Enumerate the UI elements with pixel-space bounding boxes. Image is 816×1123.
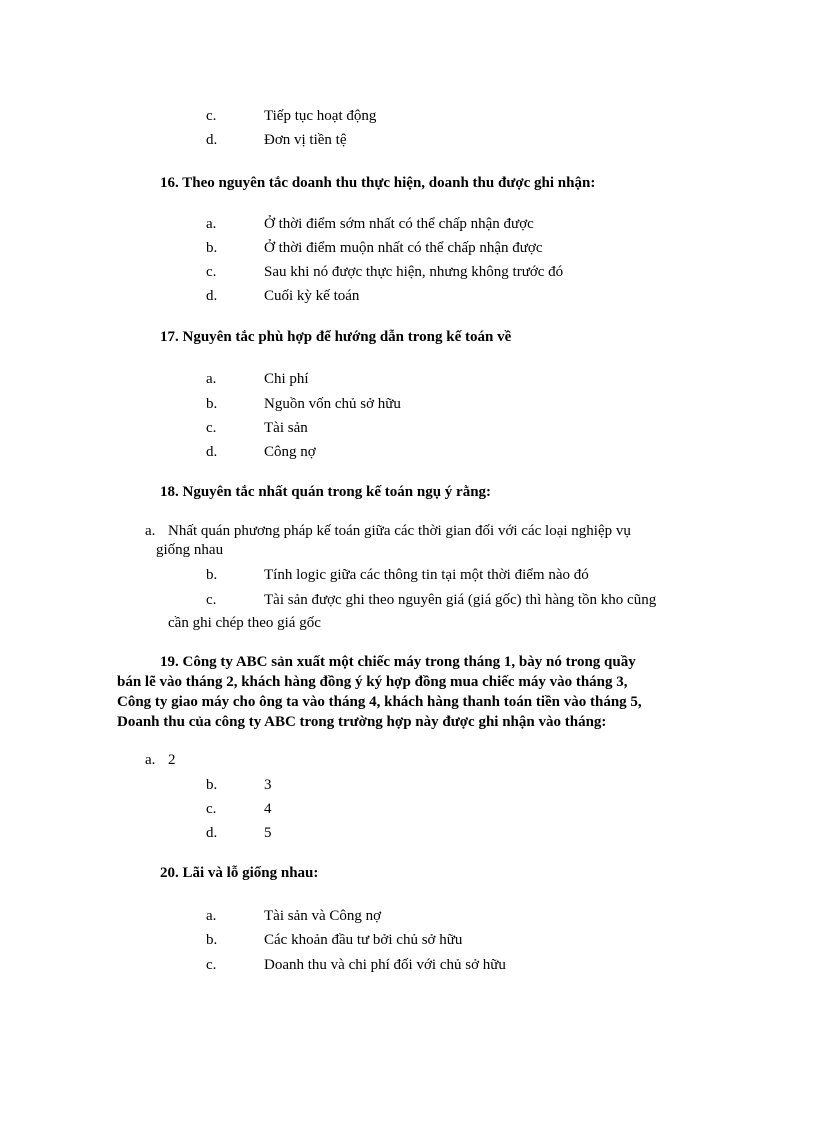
option-label: b. <box>206 567 218 583</box>
option-text: Tài sản được ghi theo nguyên giá (giá gốc) thì hàng tồn kho cũng <box>264 592 657 608</box>
option-text: Các khoản đầu tư bởi chủ sở hữu <box>264 932 463 948</box>
question-16-title: 16. Theo nguyên tắc doanh thu thực hiện, doanh thu được ghi nhận: <box>160 175 596 191</box>
q18-option-c-line2: cần ghi chép theo giá gốc <box>168 615 321 631</box>
q18-option-a-label: a. <box>145 523 156 539</box>
option-label: a. <box>206 908 217 924</box>
option-text: Nguồn vốn chủ sở hữu <box>264 396 401 412</box>
option-text: Công nợ <box>264 444 316 460</box>
option-label: a. <box>206 371 217 387</box>
question-20-title: 20. Lãi và lỗ giống nhau: <box>160 865 319 881</box>
option-label: c. <box>206 264 217 280</box>
option-label: d. <box>206 288 218 304</box>
q19-option-a-text: 2 <box>168 752 176 768</box>
option-label: b. <box>206 932 218 948</box>
question-17-title: 17. Nguyên tắc phù hợp để hướng dẫn trong kế toán về <box>160 329 512 345</box>
option-text: 3 <box>264 777 272 793</box>
option-label: d. <box>206 132 218 148</box>
option-text: Ở thời điểm muộn nhất có thể chấp nhận được <box>264 240 543 256</box>
option-label: c. <box>206 801 217 817</box>
option-text: Đơn vị tiền tệ <box>264 132 347 148</box>
option-text: Tiếp tục hoạt động <box>264 108 377 124</box>
question-19-line3: Công ty giao máy cho ông ta vào tháng 4, khách hàng thanh toán tiền vào tháng 5, <box>117 694 642 710</box>
q18-option-a-line1: Nhất quán phương pháp kế toán giữa các thời gian đối với các loại nghiệp vụ <box>168 523 631 539</box>
option-label: b. <box>206 777 218 793</box>
question-19-line4: Doanh thu của công ty ABC trong trường hợp này được ghi nhận vào tháng: <box>117 714 607 730</box>
option-text: Tính logic giữa các thông tin tại một thời điểm nào đó <box>264 567 589 583</box>
option-label: a. <box>206 216 217 232</box>
option-label: d. <box>206 825 218 841</box>
option-text: Ở thời điểm sớm nhất có thể chấp nhận được <box>264 216 534 232</box>
option-label: b. <box>206 240 218 256</box>
question-18-title: 18. Nguyên tắc nhất quán trong kế toán ngụ ý rằng: <box>160 484 492 500</box>
option-label: c. <box>206 420 217 436</box>
q18-option-a-line2: giống nhau <box>156 542 224 558</box>
option-label: c. <box>206 592 217 608</box>
option-text: Sau khi nó được thực hiện, nhưng không trước đó <box>264 264 564 280</box>
option-text: Cuối kỳ kế toán <box>264 288 360 304</box>
option-label: d. <box>206 444 218 460</box>
option-text: Tài sản và Công nợ <box>264 908 382 924</box>
option-text: Tài sản <box>264 420 308 436</box>
question-19-line2: bán lẽ vào tháng 2, khách hàng đồng ý ký hợp đồng mua chiếc máy vào tháng 3, <box>117 674 628 690</box>
option-label: c. <box>206 957 217 973</box>
option-label: c. <box>206 108 217 124</box>
option-label: b. <box>206 396 218 412</box>
question-19-line1: 19. Công ty ABC sản xuất một chiếc máy trong tháng 1, bày nó trong quầy <box>160 654 636 670</box>
option-text: 4 <box>264 801 272 817</box>
option-text: 5 <box>264 825 272 841</box>
q19-option-a-label: a. <box>145 752 156 768</box>
option-text: Chi phí <box>264 371 309 387</box>
option-text: Doanh thu và chi phí đối với chủ sở hữu <box>264 957 506 973</box>
